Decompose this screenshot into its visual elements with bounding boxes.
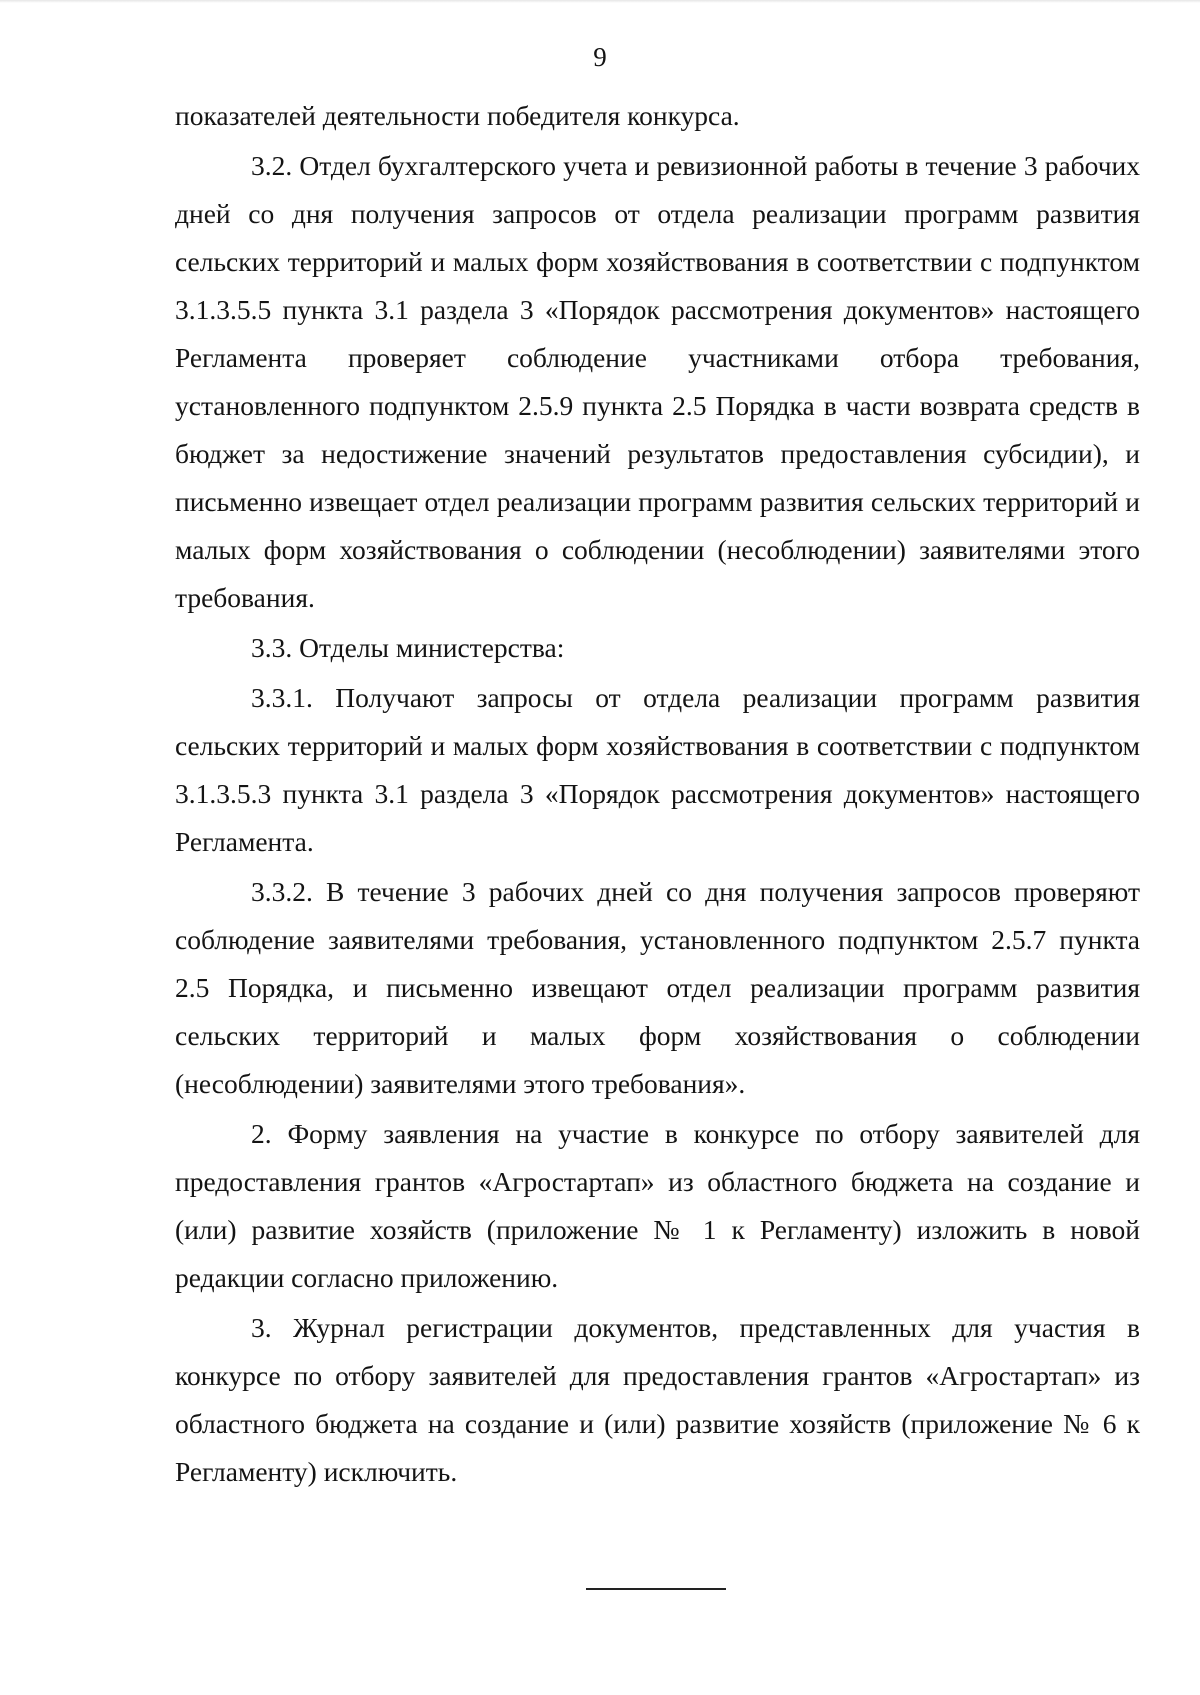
paragraph-item-3: 3. Журнал регистрации документов, представленных для участия в конкурсе по отбору заявителей для предоставления грантов «Агростартап» из областного бюджета на создание и (или) развитие хозяйств (приложение № 6 к Регламенту) исключить. <box>175 1312 1140 1487</box>
page-number: 9 <box>593 42 607 72</box>
paragraph-item-2: 2. Форму заявления на участие в конкурсе по отбору заявителей для предоставления грантов «Агростартап» из областного бюджета на создание и (или) развитие хозяйств (приложение № 1 к Регламенту) изложить в новой редакции согласно приложению. <box>175 1118 1140 1293</box>
end-of-document-rule <box>586 1588 726 1590</box>
paragraph-3-3-2: 3.3.2. В течение 3 рабочих дней со дня получения запросов проверяют соблюдение заявителями требования, установленного подпунктом 2.5.7 пункта 2.5 Порядка, и письменно извещают отдел реализации программ развития сельских территорий и малых форм хозяйствования о соблюдении (несоблюдении) заявителями этого требования». <box>175 876 1140 1099</box>
paragraph-3-2: 3.2. Отдел бухгалтерского учета и ревизионной работы в течение 3 рабочих дней со дня получения запросов от отдела реализации программ развития сельских территорий и малых форм хозяйствования в соответствии с подпунктом 3.1.3.5.5 пункта 3.1 раздела 3 «Порядок рассмотрения документов» настоящего Регламента проверяет соблюдение участниками отбора требования, установленного подпунктом 2.5.9 пункта 2.5 Порядка в части возврата средств в бюджет за недостижение значений результатов предоставления субсидии), и письменно извещает отдел реализации программ развития сельских территорий и малых форм хозяйствования о соблюдении (несоблюдении) заявителями этого требования. <box>175 150 1140 613</box>
paragraph-continuation: показателей деятельности победителя конкурса. <box>175 100 740 131</box>
paragraph-3-3: 3.3. Отделы министерства: <box>251 632 565 663</box>
document-body <box>175 92 1140 1496</box>
paragraph-3-3-1: 3.3.1. Получают запросы от отдела реализации программ развития сельских территорий и малых форм хозяйствования в соответствии с подпунктом 3.1.3.5.3 пункта 3.1 раздела 3 «Порядок рассмотрения документов» настоящего Регламента. <box>175 682 1140 857</box>
scan-edge <box>0 0 1200 3</box>
